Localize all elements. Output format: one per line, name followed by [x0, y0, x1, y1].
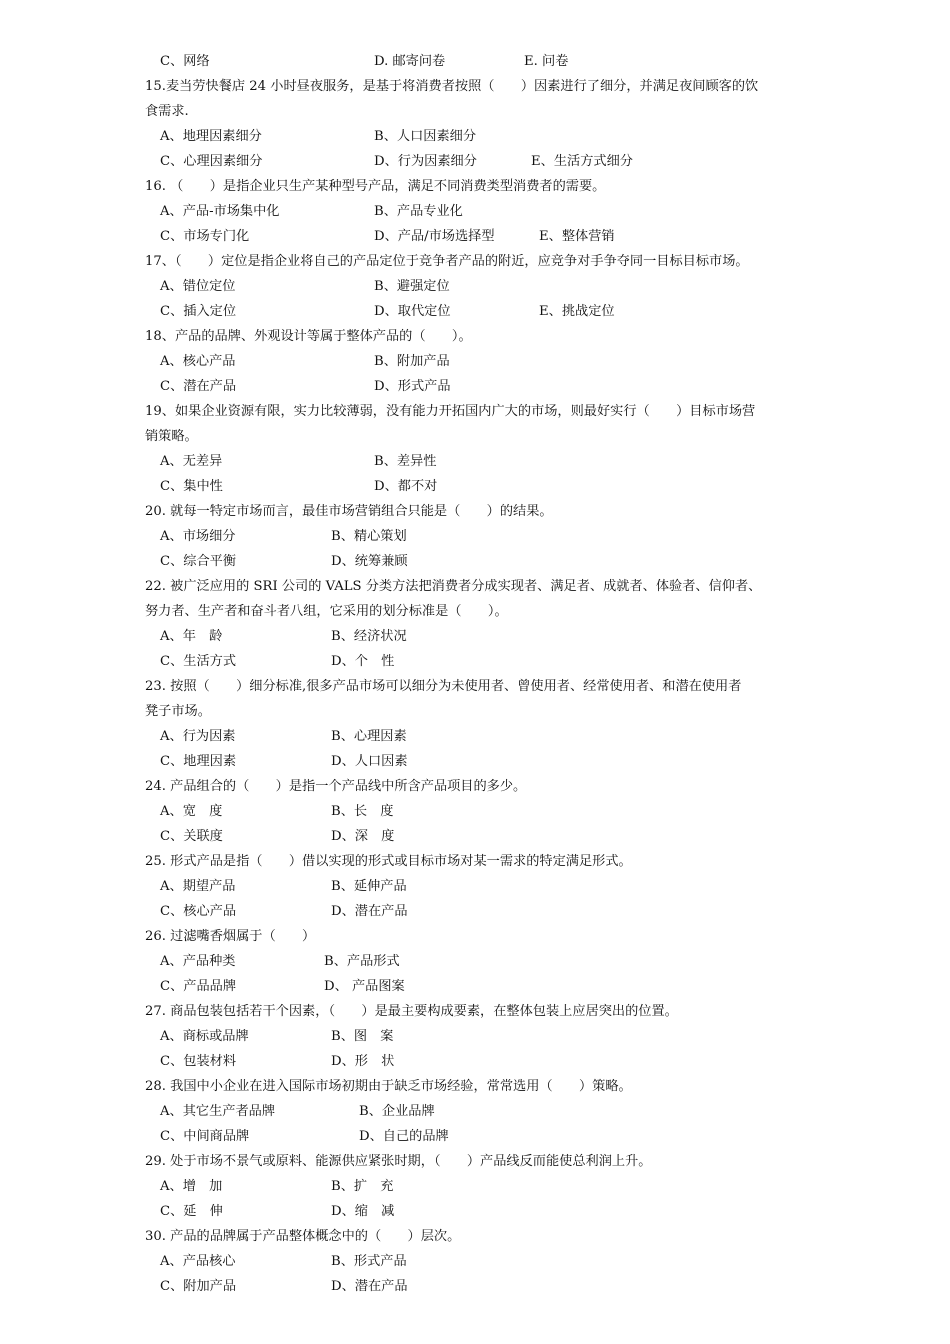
q29-option-b: B、扩 充	[331, 1179, 394, 1194]
q20-option-b: B、精心策划	[331, 529, 407, 544]
q19-option-d: D、都不对	[374, 479, 438, 494]
q16-option-c: C、市场专门化	[160, 229, 250, 244]
q17-option-a: A、错位定位	[160, 279, 236, 294]
q15-stem-line2: 食需求.	[145, 104, 189, 119]
q14-option-e: E. 问卷	[524, 54, 569, 69]
q29-option-d: D、缩 减	[331, 1204, 395, 1219]
q27-option-d: D、形 状	[331, 1054, 395, 1069]
q30-option-b: B、形式产品	[331, 1254, 407, 1269]
q23-option-b: B、心理因素	[331, 729, 407, 744]
q26-option-b: B、产品形式	[324, 954, 400, 969]
q19-stem-line2: 销策略。	[145, 429, 198, 444]
q14-option-d: D. 邮寄问卷	[374, 54, 446, 69]
q23-option-a: A、行为因素	[160, 729, 236, 744]
q24-stem-line1: 24. 产品组合的（ ）是指一个产品线中所含产品项目的多少。	[145, 779, 527, 794]
q27-option-c: C、包装材料	[160, 1054, 237, 1069]
q18-option-a: A、核心产品	[160, 354, 236, 369]
q28-stem-line1: 28. 我国中小企业在进入国际市场初期由于缺乏市场经验，常常选用（ ）策略。	[145, 1079, 632, 1094]
q18-option-d: D、形式产品	[374, 379, 451, 394]
q14-option-c: C、网络	[160, 54, 210, 69]
q25-option-b: B、延伸产品	[331, 879, 407, 894]
q20-option-d: D、统筹兼顾	[331, 554, 408, 569]
q28-option-c: C、中间商品牌	[160, 1129, 250, 1144]
q16-option-d: D、产品/市场选择型	[374, 229, 495, 244]
q19-option-a: A、无差异	[160, 454, 223, 469]
q15-option-a: A、地理因素细分	[160, 129, 262, 144]
q27-option-b: B、图 案	[331, 1029, 394, 1044]
q30-option-a: A、产品核心	[160, 1254, 236, 1269]
q15-option-c: C、心理因素细分	[160, 154, 263, 169]
q28-option-b: B、企业品牌	[359, 1104, 435, 1119]
q23-stem-line1: 23. 按照（ ）细分标准,很多产品市场可以细分为未使用者、曾使用者、经常使用者、和潜在使用者	[145, 679, 742, 694]
q22-option-b: B、经济状况	[331, 629, 407, 644]
q26-option-a: A、产品种类	[160, 954, 236, 969]
q23-option-c: C、地理因素	[160, 754, 237, 769]
q24-option-a: A、宽 度	[160, 804, 223, 819]
q26-option-d: D、 产品图案	[324, 979, 405, 994]
q23-option-d: D、人口因素	[331, 754, 408, 769]
q25-option-c: C、核心产品	[160, 904, 237, 919]
q28-option-a: A、其它生产者品牌	[160, 1104, 276, 1119]
q17-option-b: B、避强定位	[374, 279, 450, 294]
q29-option-a: A、增 加	[160, 1179, 223, 1194]
q16-stem-line1: 16. （ ）是指企业只生产某种型号产品，满足不同消费类型消费者的需要。	[145, 179, 606, 194]
q15-option-e: E、生活方式细分	[531, 154, 633, 169]
q28-option-d: D、自己的品牌	[359, 1129, 449, 1144]
q19-option-b: B、差异性	[374, 454, 437, 469]
q25-stem-line1: 25. 形式产品是指（ ）借以实现的形式或目标市场对某一需求的特定满足形式。	[145, 854, 632, 869]
q24-option-c: C、关联度	[160, 829, 223, 844]
q20-option-c: C、综合平衡	[160, 554, 237, 569]
q19-stem-line1: 19、如果企业资源有限，实力比较薄弱，没有能力开拓国内广大的市场，则最好实行（ ）目标市场营	[145, 404, 756, 419]
q30-option-c: C、附加产品	[160, 1279, 237, 1294]
q22-option-d: D、个 性	[331, 654, 395, 669]
q29-stem-line1: 29. 处于市场不景气或原料、能源供应紧张时期，（ ）产品线反而能使总利润上升。	[145, 1154, 652, 1169]
q18-option-c: C、潜在产品	[160, 379, 237, 394]
q25-option-d: D、潜在产品	[331, 904, 408, 919]
q29-option-c: C、延 伸	[160, 1204, 223, 1219]
q27-option-a: A、商标或品牌	[160, 1029, 249, 1044]
q22-option-c: C、生活方式	[160, 654, 237, 669]
q19-option-c: C、集中性	[160, 479, 223, 494]
q16-option-b: B、产品专业化	[374, 204, 463, 219]
q20-stem-line1: 20. 就每一特定市场而言，最佳市场营销组合只能是（ ）的结果。	[145, 504, 553, 519]
q24-option-b: B、长 度	[331, 804, 394, 819]
q15-stem-line1: 15.麦当劳快餐店 24 小时昼夜服务，是基于将消费者按照（ ）因素进行了细分，并满足夜间顾客的饮	[145, 79, 759, 94]
q25-option-a: A、期望产品	[160, 879, 236, 894]
q27-stem-line1: 27. 商品包装包括若干个因素，（ ）是最主要构成要素，在整体包装上应居突出的位置。	[145, 1004, 678, 1019]
q23-stem-line2: 凳子市场。	[145, 704, 211, 719]
q16-option-e: E、整体营销	[539, 229, 615, 244]
q17-option-d: D、取代定位	[374, 304, 451, 319]
q30-option-d: D、潜在产品	[331, 1279, 408, 1294]
q18-option-b: B、附加产品	[374, 354, 450, 369]
q16-option-a: A、产品-市场集中化	[160, 204, 280, 219]
q24-option-d: D、深 度	[331, 829, 395, 844]
q15-option-d: D、行为因素细分	[374, 154, 477, 169]
q20-option-a: A、市场细分	[160, 529, 236, 544]
q22-stem-line2: 努力者、生产者和奋斗者八组，它采用的划分标准是（ ）。	[145, 604, 508, 619]
q22-stem-line1: 22. 被广泛应用的 SRI 公司的 VALS 分类方法把消费者分成实现者、满足者、成就者、体验者、信仰者、	[145, 579, 762, 594]
q26-stem-line1: 26. 过滤嘴香烟属于（ ）	[145, 929, 316, 944]
q22-option-a: A、年 龄	[160, 629, 223, 644]
q26-option-c: C、产品品牌	[160, 979, 237, 994]
q17-option-e: E、挑战定位	[539, 304, 615, 319]
q17-stem-line1: 17、（ ）定位是指企业将自己的产品定位于竞争者产品的附近，应竞争对手争夺同一目标目标市场。	[145, 254, 749, 269]
q30-stem-line1: 30. 产品的品牌属于产品整体概念中的（ ）层次。	[145, 1229, 461, 1244]
q18-stem-line1: 18、产品的品牌、外观设计等属于整体产品的（ ）。	[145, 329, 472, 344]
q17-option-c: C、插入定位	[160, 304, 237, 319]
q15-option-b: B、人口因素细分	[374, 129, 477, 144]
